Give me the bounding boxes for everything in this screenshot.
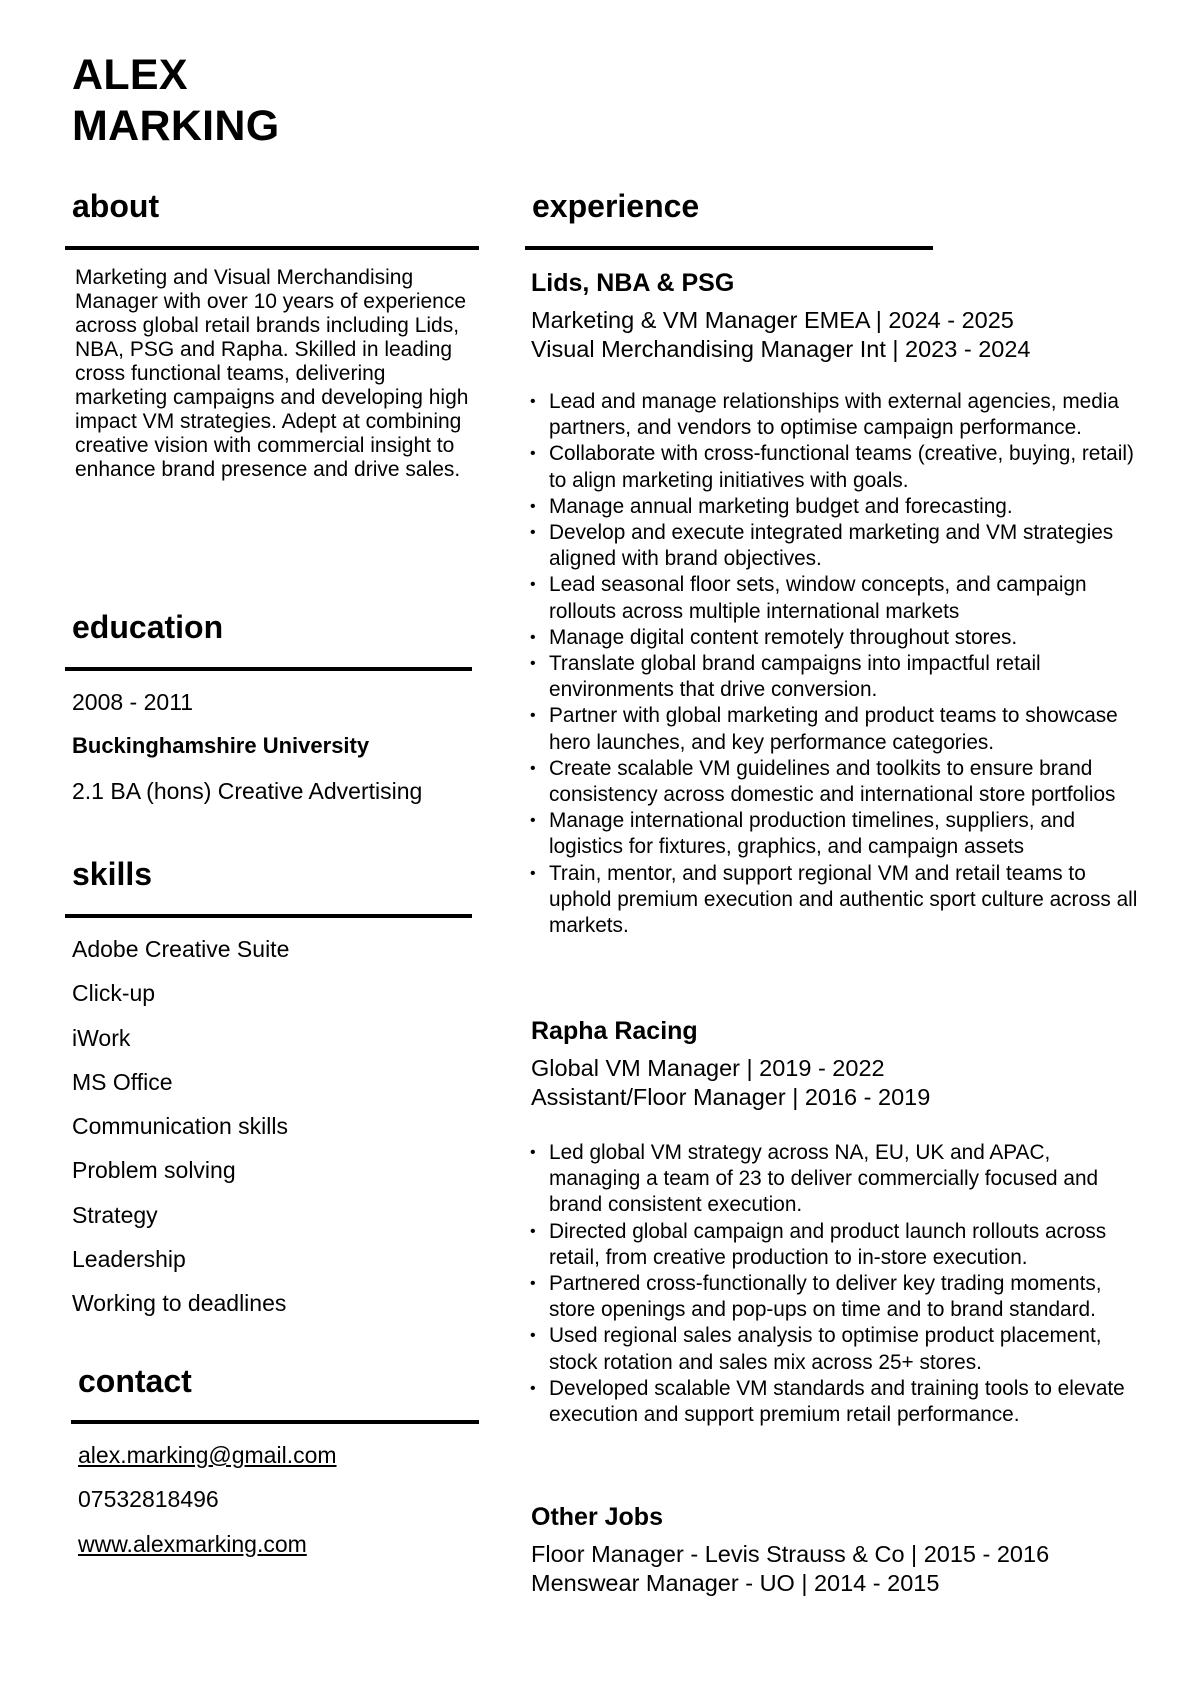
job-role: Assistant/Floor Manager | 2016 - 2019 [531,1083,931,1110]
skill-item: Problem solving [72,1157,236,1184]
website-link[interactable]: www.alexmarking.com [78,1530,307,1557]
education-list [72,680,422,813]
skill-item: Adobe Creative Suite [72,936,290,962]
bullet-item: • Directed global campaign and product launch rollouts across retail, from creative production to in-store execution. [530,1219,1140,1271]
phone-number: 07532818496 [78,1486,219,1513]
job-company: Rapha Racing [531,1017,698,1045]
bullet-item: • Create scalable VM guidelines and toolkits to ensure brand consistency across domestic and international store portfolios [530,756,1140,808]
job-role: Marketing & VM Manager EMEA | 2024 - 2025 [531,307,1014,333]
skill-item: MS Office [72,1068,173,1095]
job-roles [531,306,1030,363]
bullet-item: • Partner with global marketing and product teams to showcase hero launches, and key performance categories. [530,703,1140,755]
email-link[interactable]: alex.marking@gmail.com [78,1442,337,1468]
about-heading: about [72,188,160,224]
bullet-item: • Translate global brand campaigns into impactful retail environments that drive conversion. [530,651,1140,703]
job-roles [531,1054,930,1111]
job-role: Menswear Manager - UO | 2014 - 2015 [531,1569,940,1596]
bullet-item: • Train, mentor, and support regional VM and retail teams to uphold premium execution and authentic sport culture across all markets. [530,861,1140,940]
bullet-item: • Used regional sales analysis to optimise product placement, stock rotation and sales mix across 25+ stores. [530,1323,1140,1375]
bullet-item: • Led global VM strategy across NA, EU, UK and APAC, managing a team of 23 to deliver commercially focused and brand consistent execution. [530,1140,1140,1219]
contact-list [78,1433,337,1566]
job-company: Other Jobs [531,1503,663,1531]
skills-heading: skills [72,856,153,892]
job-role: Visual Merchandising Manager Int | 2023 - 2024 [531,335,1031,362]
candidate-name [72,50,280,152]
bullet-item: • Collaborate with cross-functional teams (creative, buying, retail) to align marketing initiatives with goals. [530,441,1140,493]
skills-divider [65,914,472,918]
education-degree: 2.1 BA (hons) Creative Advertising [72,777,423,804]
contact-divider [71,1420,479,1424]
skill-item: Click-up [72,980,156,1007]
bullet-item: • Manage international production timelines, suppliers, and logistics for fixtures, graphics, and campaign assets [530,808,1140,860]
skill-item: Communication skills [72,1113,289,1140]
bullet-item: • Developed scalable VM standards and training tools to elevate execution and support premium retail performance. [530,1376,1140,1428]
bullet-item: • Lead and manage relationships with external agencies, media partners, and vendors to optimise campaign performance. [530,389,1140,441]
education-divider [65,667,472,671]
experience-heading: experience [532,188,700,224]
job-company: Lids, NBA & PSG [531,269,735,297]
job-bullets [530,389,1140,939]
skill-item: Leadership [72,1246,186,1273]
job-roles [531,1540,1049,1597]
skills-list [72,927,289,1326]
education-years: 2008 - 2011 [72,689,194,715]
education-heading: education [72,609,224,645]
skill-item: iWork [72,1024,131,1051]
education-institution: Buckinghamshire University [72,733,370,759]
bullet-item: • Develop and execute integrated marketing and VM strategies aligned with brand objectives. [530,520,1140,572]
skill-item: Working to deadlines [72,1290,287,1317]
first-name: ALEX [72,51,188,99]
about-text: Marketing and Visual Merchandising Manager with over 10 years of experience across global retail brands including Lids, NBA, PSG and Rapha. Skilled in leading cross functional teams, delivering marketing campaigns and developing high impact VM strategies. Adept at combining creative vision with commercial insight to enhance brand presence and drive sales. [75,266,469,481]
bullet-item: • Manage annual marketing budget and forecasting. [530,494,1140,520]
job-role: Global VM Manager | 2019 - 2022 [531,1055,885,1081]
bullet-item: • Manage digital content remotely throughout stores. [530,625,1140,651]
contact-heading: contact [78,1363,192,1399]
skill-item: Strategy [72,1201,158,1228]
bullet-item: • Lead seasonal floor sets, window concepts, and campaign rollouts across multiple international markets [530,572,1140,624]
job-bullets [530,1140,1140,1428]
last-name: MARKING [72,102,280,150]
job-role: Floor Manager - Levis Strauss & Co | 2015 - 2016 [531,1541,1050,1567]
experience-divider [525,246,933,250]
bullet-item: • Partnered cross-functionally to deliver key trading moments, store openings and pop-ups on time and to brand standard. [530,1271,1140,1323]
about-divider [65,246,479,250]
